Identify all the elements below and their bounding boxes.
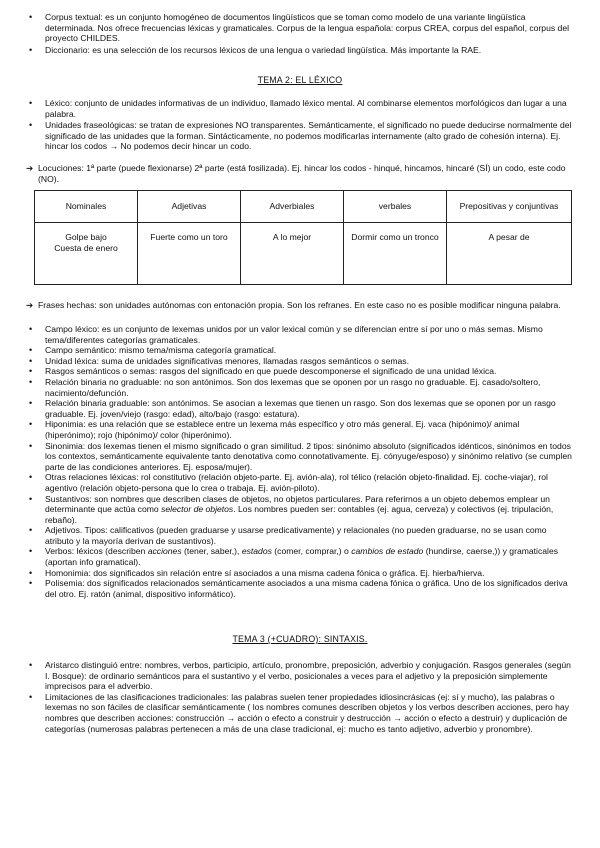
verbos-text: (comer, comprar,) o (271, 546, 352, 557)
tema2-list-1 (0, 98, 600, 152)
tema2-list-2 (0, 324, 600, 599)
table-header-row (35, 191, 572, 223)
list-item-campo-lexico: • Campo léxico: es un conjunto de lexemas unidos por un valor lexical común y se diferencian entre sí por uno o más semas. Mismo tema/diferentes categorías gramaticales. (0, 324, 600, 345)
list-item-sinonimia: • Sinonimia: dos lexemas tienen el mismo significado o gran similitud. 2 tipos: sinónimo absoluto (significados idénticos, sinónimos en todos los contextos, semánticamente equivalente tanto denotativa como connotativamente. Ej. cónyuge/esposo) y sinónimo relativo (se cumplen parte de las condiciones anteriores. Ej. esposa/mujer). (0, 441, 600, 473)
list-item-aristarco: • Aristarco distinguió entre: nombres, verbos, participio, artículo, pronombre, preposición, adverbio y conjugación. Rasgos generales (según I. Bosque): de ordinario semánticos para el sustantivo y el verbo, posicionales a veces para el adjetivo y la preposición simplemente imprecisos para el adverbio. (0, 660, 600, 692)
verbos-italic-cambios: cambios de estado (351, 546, 424, 557)
list-item-lexico: • Léxico: conjunto de unidades informativas de un individuo, llamado léxico mental. Al combinarse elementos morfológicos dan lugar a una palabra. (0, 98, 600, 119)
list-item-hiponimia: • Hiponimia: es una relación que se establece entre un lexema más específico y otro más general. Ej. vaca (hipónimo)/ animal (hiperónimo); rojo (hipónimo)/ color (hiperónimo). (0, 419, 600, 440)
arrow-icon: ➔ (26, 163, 34, 173)
table-cell: A pesar de (447, 223, 572, 285)
arrow-icon: ➔ (26, 300, 34, 310)
table-cell: A lo mejor (241, 223, 344, 285)
table-header: Prepositivas y conjuntivas (447, 191, 572, 223)
list-item-sustantivos (0, 494, 600, 526)
table-header: Adjetivas (138, 191, 241, 223)
sustantivos-text-end: . Los nombres pueden ser: contables (ej. agua, cerveza) y colectivos (ej. tripulación, rebaño). (45, 504, 554, 525)
list-item-limitaciones: • Limitaciones de las clasificaciones tradicionales: las palabras suelen tener propiedades idiosincrásicas (ej: sí y mucho), las palabras o lexemas no son fáciles de clasificar semánticamente ( los nombres comunes describen objetos y los verbos describen acciones, pero hay nombres que describen acciones: construcción → acción o efecto a construir y destrucción → acción o efecto a destruir) y duplicación de categorías (numerosas palabras pertenecen a más de una clase tradicional, ej: mucho es tanto adjetivo, adverbio y pronombre). (0, 692, 600, 734)
sustantivos-italic: selector de objetos (161, 504, 234, 515)
verbos-italic-estados: estados (241, 546, 272, 557)
tema3-list (0, 660, 600, 734)
locuciones-table (34, 190, 572, 285)
list-item-corpus: • Corpus textual: es un conjunto homogéneo de documentos lingüísticos que se toman como modelo de una variante lingüística determinada. Nos ofrece frecuencias léxicas y gramaticales. Corpus de la lengua española: corpus CREA, corpus del español, corpus del proyecto CHILDES. (0, 12, 600, 44)
list-item-unidades-fraseologicas: • Unidades fraseológicas: se tratan de expresiones NO transparentes. Semánticamente, el significado no puede deducirse normalmente del significado de las unidades que la forman. Sintácticamente, no podemos modificarlas internamente (alto grado de cohesión interna). Ej. hincar los codos → No podemos decir hincar un codo. (0, 120, 600, 152)
list-item-polisemia: • Polisemia: dos significados relacionados semánticamente asociados a una misma cadena fónica o gráfica. Uno de los significados deriva del otro. Ej. ratón (animal, dispositivo informático). (0, 578, 600, 599)
list-item-homonimia: • Homonimia: dos significados sin relación entre sí asociados a una misma cadena fónica o gráfica. Ej. hierba/hierva. (0, 568, 600, 579)
table-header: Nominales (35, 191, 138, 223)
table-header: verbales (344, 191, 447, 223)
list-item-binaria-no-graduable: • Relación binaria no graduable: no son antónimos. Son dos lexemas que se oponen por un rasgo no graduable. Ej. casado/soltero, nacimiento/defunción. (0, 377, 600, 398)
intro-list (0, 12, 600, 55)
list-item-diccionario: • Diccionario: es una selección de los recursos léxicos de una lengua o variedad lingüística. Más importante la RAE. (0, 45, 600, 56)
verbos-text: Verbos: léxicos (describen (45, 546, 148, 557)
tema3-heading: TEMA 3 (+CUADRO): SINTAXIS. (232, 634, 368, 644)
list-item-adjetivos: • Adjetivos. Tipos: calificativos (pueden graduarse y usarse predicativamente) y relacionales (no pueden graduarse, no se usan como atributo y la mayoría derivan de sustantivos). (0, 525, 600, 546)
locuciones-text: Locuciones: 1ª parte (puede flexionarse) 2ª parte (está fosilizada). Ej. hincar los codos - hinqué, hincamos, hincaré (SÍ) un codo, este codo (NO). (38, 163, 566, 184)
frases-hechas-item (0, 300, 600, 311)
table-header: Adverbiales (241, 191, 344, 223)
frases-hechas-text: Frases hechas: son unidades autónomas con entonación propia. Son los refranes. En este caso no es posible modificar ninguna palabra. (38, 300, 561, 310)
table-cell: Fuerte como un toro (138, 223, 241, 285)
table-cell: Dormir como un tronco (344, 223, 447, 285)
list-item-verbos (0, 546, 600, 567)
locuciones-item (0, 163, 600, 184)
list-item-otras-relaciones: • Otras relaciones léxicas: rol constitutivo (relación objeto-parte. Ej. avión-ala), rol télico (relación objeto-finalidad. Ej. coche-viajar), rol agentivo (relación objeto-persona que lo crea o trabaja. Ej. avión-piloto). (0, 472, 600, 493)
verbos-italic-acciones: acciones (147, 546, 182, 557)
verbos-text-end: (hundirse, caerse,)) y gramaticales (aportan info gramatical). (45, 546, 559, 568)
list-item-campo-semantico: • Campo semántico: mismo tema/misma categoría gramatical. (0, 345, 600, 356)
list-item-rasgos-semanticos: • Rasgos semánticos o semas: rasgos del significado en que puede descomponerse el significado de una unidad léxica. (0, 366, 600, 377)
sustantivos-text: Sustantivos: son nombres que describen clases de objetos, no objetos particulares. Para referirnos a un objeto debemos emplear un determinante que actúa como (45, 493, 550, 515)
tema2-heading: TEMA 2: EL LÉXICO (257, 75, 343, 85)
table-cell: Golpe bajo Cuesta de enero (35, 223, 138, 285)
list-item-binaria-graduable: • Relación binaria graduable: son antónimos. Se asocian a lexemas que tienen un rasgo. Son dos lexemas que se oponen por un rasgo graduable. Ej. joven/viejo (rasgo: edad), alto/bajo (rasgo: estatura). (0, 398, 600, 419)
list-item-unidad-lexica: • Unidad léxica: suma de unidades significativas menores, llamadas rasgos semánticos o semas. (0, 356, 600, 367)
table-row (35, 223, 572, 285)
verbos-text: (tener, saber,), (181, 546, 242, 557)
